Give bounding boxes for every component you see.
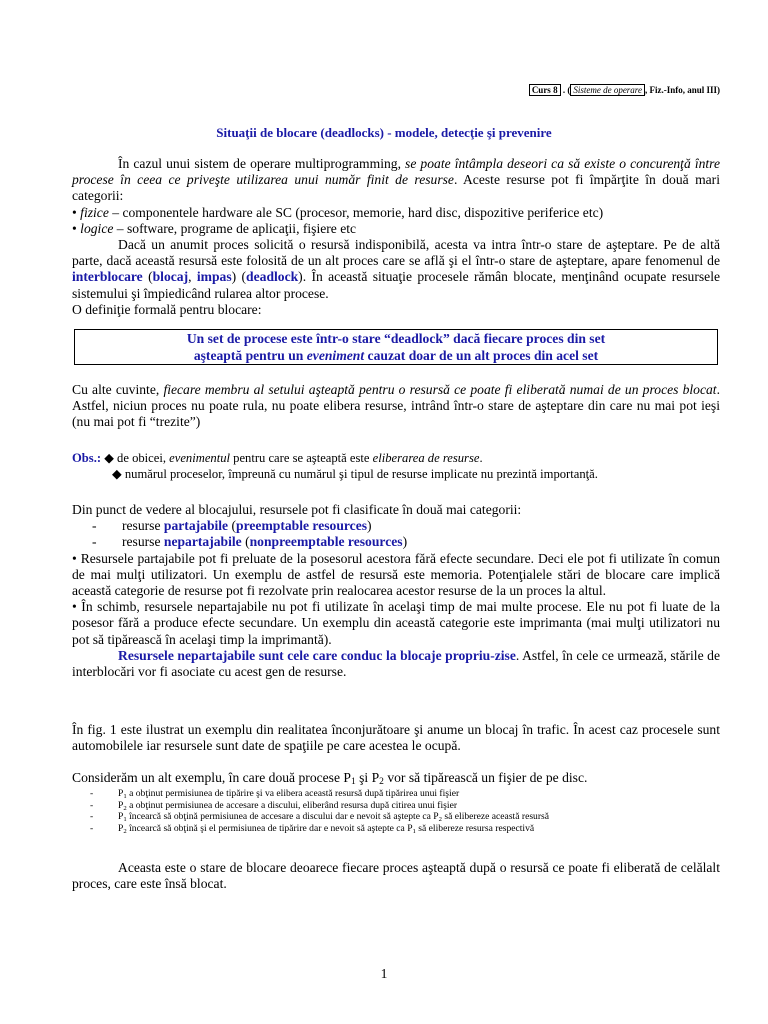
list-item: - $P_1$ a obţinut permisiunea de tipărire şi va elibera această resursă după tipărirea unui fişier [90, 788, 460, 800]
definition-box: Un set de procese este într-o stare “deadlock” dacă fiecare proces din set aşteaptă pentru un eveniment cauzat doar de un alt proces din acel set [74, 329, 718, 365]
list-item: - resurse partajabile (preemptable resources) [92, 518, 372, 534]
partajabile-paragraph: • Resursele partajabile pot fi preluate de la posesorul acestora fără efecte secundare. Deci ele pot fi utilizate în comun de mai mulţi utilizatori. Un exemplu de astfel de resursă este memoria. Potenţialele stări de blocare care implică această categorie de resurse pot fi rezolvate prin realocarea acestor resurse de la un proces la altul. [72, 550, 720, 599]
diamond-icon: ◆ [112, 467, 122, 482]
page-number: 1 [380, 966, 388, 981]
other-words-paragraph: Cu alte cuvinte, fiecare membru al setului aşteaptă pentru o resursă ce poate fi eliberată numai de un proces blocat. Astfel, niciun proces nu poate rula, nu poate elibera resurse, intrând într-o stare de aşteptare din care nu mai pot ieşi (nu mai pot fi “trezite”) [72, 382, 720, 430]
observation: Obs.: ◆ de obicei, evenimentul pentru care se aşteaptă este eliberarea de resurse. ◆ numărul proceselor, împreună cu numărul şi tipul de resurse implicate nu prezintă importanţă. [72, 451, 598, 482]
intro-section [72, 156, 720, 318]
page-title: Situaţii de blocare (deadlocks) - modele, detecţie şi prevenire [216, 125, 552, 140]
nepartajabile-paragraph: • În schimb, resursele nepartajabile nu pot fi utilizate în acelaşi timp de mai multe procese. Ele nu pot fi luate de la posesor fără a produce efecte secundare. Un exemplu din această categorie este imprimanta (mai mulţi utilizatori nu pot să tipărească în acelaşi timp la imprimantă). [72, 599, 720, 647]
list-item: - $P_2$ a obţinut permisiunea de accesare a discului, eliberând resursa după citirea unui fişier [90, 799, 458, 812]
example-list [90, 788, 720, 834]
obs-label: Obs.: [72, 451, 102, 465]
list-item: - $P_2$ încearcă să obţină şi el permisiunea de tipărire dar e nevoit să aştepte ca $P_1$ să elibereze resursa respectivă [90, 822, 535, 835]
interblocare-paragraph: Dacă un anumit proces solicită o resursă indisponibilă, acesta va intra într-o stare de aşteptare. Pe de altă parte, dacă această resursă este folosită de un alt proces care se află şi el într-o stare de aşteptare, apare fenomenul de interblocare (blocaj, impas) (deadlock). În această situaţie procesele rămân blocate, menţinând ocupate resursele sistemului şi împiedicând rularea altor procese. [72, 237, 721, 301]
course-header: Curs 8 . ( Sisteme de operare , Fiz.-Info, anul III) [529, 85, 720, 95]
course-subject: Sisteme de operare [570, 84, 645, 96]
bullet-fizice: • fizice – componentele hardware ale SC (procesor, memorie, hard disc, dispozitive periferice etc) [72, 204, 604, 220]
final-paragraph: Aceasta este o stare de blocare deoarece fiecare proces aşteaptă după o resursă ce poate fi eliberată de celălalt proces, care este însă blocat. [72, 860, 720, 892]
conclusion-paragraph: Resursele nepartajabile sunt cele care conduc la blocaje propriu-zise. Astfel, în cele ce urmează, stările de interblocări vor fi asociate cu acest gen de resurse. [72, 647, 720, 680]
list-item: - resurse nepartajabile (nonpreemptable resources) [92, 534, 408, 550]
bullet-logice: • logice – software, programe de aplicaţii, fişiere etc [72, 220, 357, 236]
intro-paragraph: În cazul unui sistem de operare multiprogramming, se poate întâmpla deseori ca să existe o concurenţă între procese în ceea ce priveşte utilizarea unui număr finit de resurse. Aceste resurse pot fi împărţite în două mari categorii: [72, 156, 720, 204]
classification-section: Din punct de vedere al blocajului, resursele pot fi clasificate în două mai categorii: - resurse partajabile (preemptable resources) - resurse nepartajabile (nonpreemptable resources) • Resursele partajabile pot fi preluate de la posesorul acestora fără efecte secundare. Deci ele pot fi utilizate în comun de mai mulţi utilizatori. Un exemplu de astfel de resursă este memoria. Potenţialele stări de blocare care implică această categorie de resurse pot fi rezolvate prin realocarea acestor resurse de la un proces la altul. • În schimb, resursele nepartajabile nu pot fi utilizate în acelaşi timp de mai multe procese. Ele nu pot fi luate de la posesor fără a produce efecte secundare. Un exemplu din această categorie este imprimanta (mai mulţi utilizatori nu pot să tipărească în acelaşi timp la imprimantă). Resursele nepartajabile sunt cele care conduc la blocaje propriu-zise. Astfel, în cele ce urmează, stările de interblocări vor fi asociate cu acest gen de resurse. [72, 502, 720, 680]
diamond-icon: ◆ [104, 451, 114, 465]
course-number: Curs 8 [529, 84, 561, 96]
print-example-intro: Considerăm un alt exemplu, în care două procese $P_1$ şi $P_2$ vor să tipărească un fişier de pe disc. [72, 770, 588, 787]
definition-intro: O definiţie formală pentru blocare: [72, 301, 262, 317]
list-item: - $P_1$ încearcă să obţină permisiunea de accesare a discului dar e nevoit să aştepte ca $P_2$ să elibereze această resursă [90, 811, 550, 823]
traffic-example-paragraph: În fig. 1 este ilustrat un exemplu din realitatea înconjurătoare şi anume un blocaj în trafic. În acest caz procesele sunt automobilele iar resursele sunt date de spaţiile pe care acestea le ocupă. [72, 722, 720, 754]
